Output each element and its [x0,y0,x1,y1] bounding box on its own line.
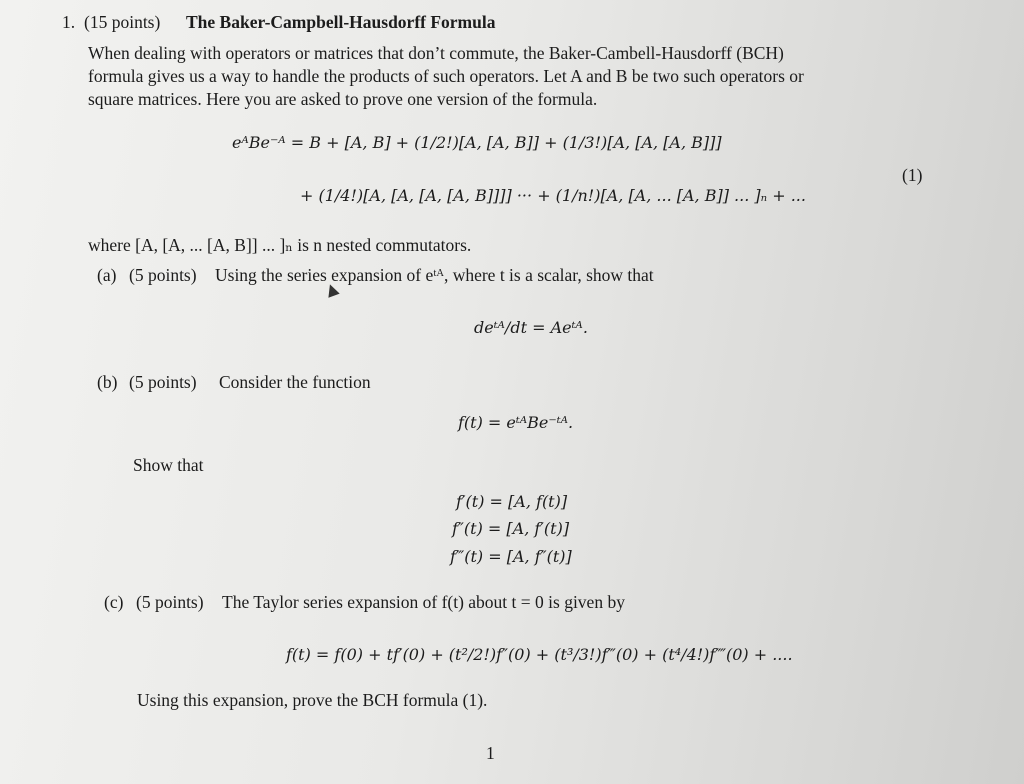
problem-title: The Baker-Campbell-Hausdorff Formula [186,12,496,32]
part-c-equation: f(t) = f(0) + tf′(0) + (t²/2!)f″(0) + (t³/3!)f‴(0) + (t⁴/4!)f⁗(0) + .... [286,645,793,664]
show-that-text: Show that [133,455,204,475]
intro-line-1: When dealing with operators or matrices that don’t commute, the Baker-Cambell-Hausdorff (BCH) [88,43,784,63]
part-a-label: (a) [97,265,117,285]
part-b-equation: f(t) = eᵗᴬBe⁻ᵗᴬ. [458,413,574,432]
problem-number: 1. [62,12,76,32]
intro-line-2: formula gives us a way to handle the products of such operators. Let A and B be two such operators or [88,66,804,86]
part-b-equation-1: f′(t) = [A, f(t)] [456,492,568,511]
part-c-points: (5 points) [136,592,204,612]
part-b-points: (5 points) [129,372,197,392]
part-b-equation-3: f‴(t) = [A, f″(t)] [450,547,572,566]
where-text: where [A, [A, ... [A, B]] ... ]ₙ is n nested commutators. [88,235,472,255]
part-b-equation-2: f″(t) = [A, f′(t)] [452,519,570,538]
part-a-equation: deᵗᴬ/dt = Aeᵗᴬ. [474,318,588,337]
equation-number: (1) [902,165,923,185]
part-c-conclusion: Using this expansion, prove the BCH formula (1). [137,690,488,710]
bch-equation-line-2: + (1/4!)[A, [A, [A, [A, B]]]] ··· + (1/n!)[A, [A, ... [A, B]] ... ]ₙ + ... [300,186,806,205]
part-c-text: The Taylor series expansion of f(t) about t = 0 is given by [222,592,625,612]
part-a-points: (5 points) [129,265,197,285]
part-a-text: Using the series expansion of eᵗᴬ, where t is a scalar, show that [215,265,654,285]
part-c-label: (c) [104,592,124,612]
page-number: 1 [486,743,495,763]
part-b-text: Consider the function [219,372,371,392]
problem-points: (15 points) [84,12,161,32]
part-b-label: (b) [97,372,118,392]
bch-equation-line-1: eᴬBe⁻ᴬ = B + [A, B] + (1/2!)[A, [A, B]] + (1/3!)[A, [A, [A, B]]] [232,133,722,152]
intro-line-3: square matrices. Here you are asked to prove one version of the formula. [88,89,598,109]
